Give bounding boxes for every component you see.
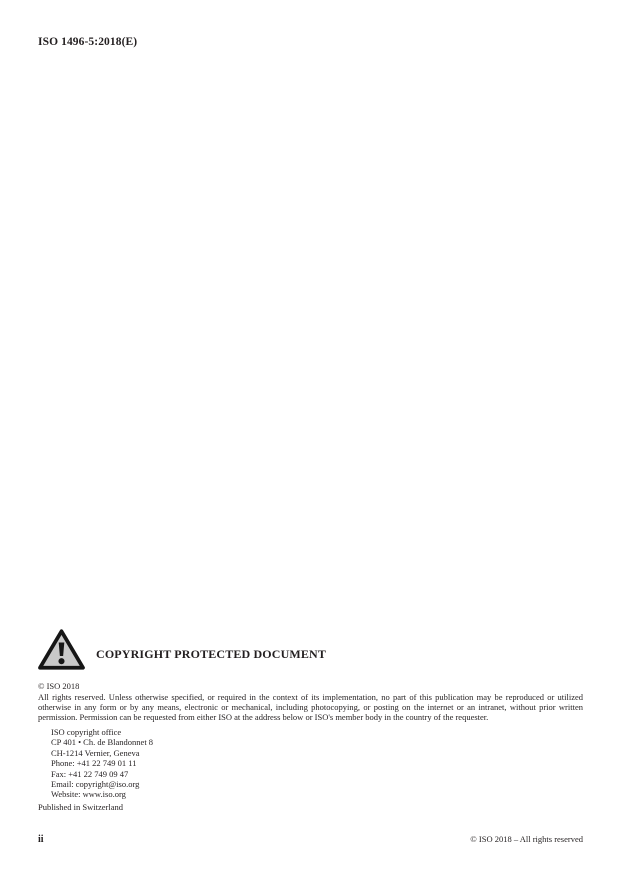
page-footer	[38, 834, 583, 845]
copyright-section	[38, 628, 583, 812]
copyright-body-text: All rights reserved. Unless otherwise specified, or required in the context of its implementation, no part of this publication may be reproduced or utilized otherwise in any form or by any means, electronic or mechanical, including photocopying, or posting on the internet or an intranet, without prior written permission. Permission can be requested from either ISO at the address below or ISO's member body in the country of the requester.	[38, 692, 583, 722]
address-line-street: CP 401 • Ch. de Blandonnet 8	[51, 737, 154, 748]
warning-triangle-icon	[38, 628, 85, 671]
address-line-fax: Fax: +41 22 749 09 47	[51, 768, 129, 779]
address-line-website: Website: www.iso.org	[51, 789, 126, 800]
address-line-office: ISO copyright office	[51, 727, 122, 737]
iso-address-block	[51, 727, 583, 800]
document-number: ISO 1496-5:2018(E)	[38, 36, 138, 48]
page-number: ii	[38, 834, 44, 845]
footer-rights-notice: © ISO 2018 – All rights reserved	[470, 834, 583, 844]
copyright-year-notice: © ISO 2018	[38, 681, 80, 691]
copyright-banner	[38, 628, 583, 671]
published-in-line: Published in Switzerland	[38, 801, 123, 812]
copyright-banner-title: COPYRIGHT PROTECTED DOCUMENT	[96, 647, 326, 661]
address-line-email: Email: copyright@iso.org	[51, 779, 140, 790]
address-line-phone: Phone: +41 22 749 01 11	[51, 758, 137, 769]
address-line-city: CH-1214 Vernier, Geneva	[51, 747, 140, 758]
